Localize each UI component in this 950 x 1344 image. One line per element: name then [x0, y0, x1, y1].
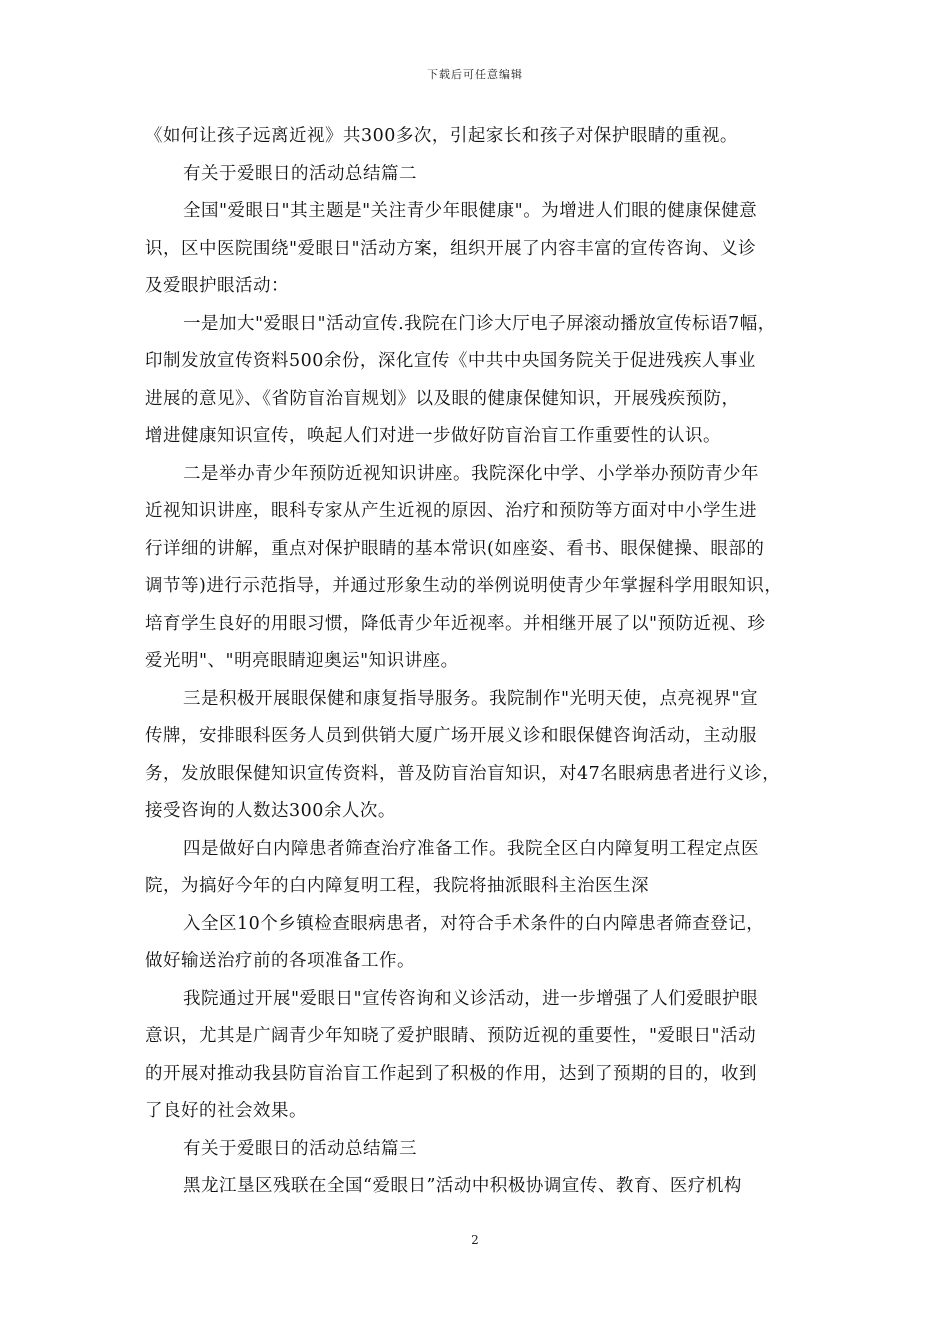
text-line: 增进健康知识宣传，唤起人们对进一步做好防盲治盲工作重要性的认识。: [145, 426, 721, 446]
text-line: 四是做好白内障患者筛查治疗准备工作。我院全区白内障复明工程定点医: [183, 838, 759, 859]
text-line: 务，发放眼保健知识宣传资料，普及防盲治盲知识，对47名眼病患者进行义诊，: [145, 763, 781, 784]
document-body: [145, 118, 810, 1206]
text-line: 的开展对推动我县防盲治盲工作起到了积极的作用，达到了预期的目的，收到: [145, 1063, 757, 1084]
text-line: 行详细的讲解，重点对保护眼睛的基本常识(如座姿、看书、眼保健操、眼部的: [145, 538, 765, 559]
text-line: 调节等)进行示范指导，并通过形象生动的举例说明使青少年掌握科学用眼知识，: [145, 576, 783, 596]
text-line: 有关于爱眼日的活动总结篇三: [183, 1138, 417, 1159]
text-line: 爱光明"、"明亮眼睛迎奥运"知识讲座。: [145, 651, 459, 671]
text-line: 入全区10个乡镇检查眼病患者，对符合手术条件的白内障患者筛查登记，: [183, 913, 765, 934]
text-line: 意识，尤其是广阔青少年知晓了爱护眼睛、预防近视的重要性，"爱眼日"活动: [145, 1026, 757, 1046]
text-line: 进展的意见》、《省防盲治盲规划》以及眼的健康保健知识，开展残疾预防，: [145, 388, 740, 409]
text-line: 院，为搞好今年的白内障复明工程，我院将抽派眼科主治医生深: [145, 876, 649, 896]
text-line: 黑龙江垦区残联在全国“爱眼日”活动中积极协调宣传、教育、医疗机构: [183, 1176, 742, 1196]
text-line: 识，区中医院围绕"爱眼日"活动方案，组织开展了内容丰富的宣传咨询、义诊: [145, 238, 757, 259]
page-header: 下载后可任意编辑: [427, 68, 523, 81]
text-line: 了良好的社会效果。: [145, 1101, 307, 1121]
text-line: 接受咨询的人数达300余人次。: [145, 801, 396, 821]
text-line: 印制发放宣传资料500余份，深化宣传《中共中央国务院关于促进残疾人事业: [145, 351, 756, 371]
text-line: 传牌，安排眼科医务人员到供销大厦广场开展义诊和眼保健咨询活动，主动服: [145, 726, 757, 746]
page-number: 2: [471, 1233, 479, 1247]
text-line: 我院通过开展"爱眼日"宣传咨询和义诊活动，进一步增强了人们爱眼护眼: [183, 988, 759, 1009]
text-line: 一是加大"爱眼日"活动宣传.我院在门诊大厅电子屏滚动播放宣传标语7幅，: [183, 313, 776, 334]
text-line: 《如何让孩子远离近视》共300多次，引起家长和孩子对保护眼睛的重视。: [145, 126, 738, 146]
text-line: 二是举办青少年预防近视知识讲座。我院深化中学、小学举办预防青少年: [183, 463, 759, 484]
text-line: 近视知识讲座，眼科专家从产生近视的原因、治疗和预防等方面对中小学生进: [145, 501, 757, 521]
text-line: 全国"爱眼日"其主题是"关注青少年眼健康"。为增进人们眼的健康保健意: [183, 201, 758, 221]
text-line: 三是积极开展眼保健和康复指导服务。我院制作"光明天使，点亮视界"宣: [183, 688, 759, 709]
text-line: 培育学生良好的用眼习惯，降低青少年近视率。并相继开展了以"预防近视、珍: [145, 613, 766, 634]
text-line: 有关于爱眼日的活动总结篇二: [183, 163, 417, 184]
text-line: 及爱眼护眼活动：: [145, 276, 289, 296]
text-line: 做好输送治疗前的各项准备工作。: [145, 951, 415, 971]
